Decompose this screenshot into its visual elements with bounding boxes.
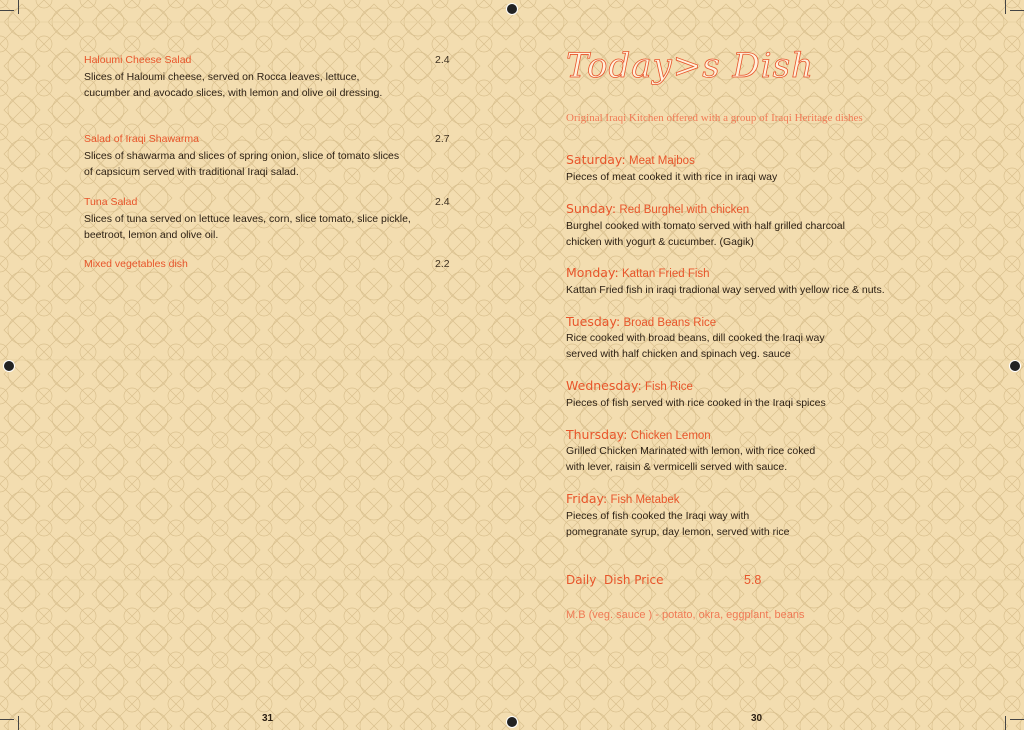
day-label: Thursday: — [566, 427, 628, 442]
day-dish: Kattan Fried Fish — [622, 268, 710, 280]
day-desc: Pieces of fish served with rice cooked in the Iraqi spices — [566, 397, 826, 409]
menu-item-name: Haloumi Cheese Salad — [84, 54, 192, 66]
menu-item-name: Tuna Salad — [84, 196, 138, 208]
day-label: Friday: — [566, 491, 608, 506]
crop-mark — [0, 10, 14, 11]
day-heading — [566, 314, 716, 329]
menu-item-desc: Slices of Haloumi cheese, served on Rocca leaves, lettuce, cucumber and avocado slices, with lemon and olive oil dressing. — [84, 71, 383, 99]
day-desc: Burghel cooked with tomato served with half grilled charcoal chicken with yogurt & cucumber. (Gagik) — [566, 220, 845, 248]
day-label: Wednesday: — [566, 378, 642, 393]
day-desc: Pieces of fish cooked the Iraqi way with pomegranate syrup, day lemon, served with rice — [566, 510, 790, 538]
menu-item-name: Salad of Iraqi Shawarma — [84, 133, 199, 145]
crop-mark — [1005, 716, 1006, 730]
registration-mark-right — [1009, 360, 1021, 372]
page-number-right: 30 — [751, 713, 763, 724]
crop-mark — [18, 716, 19, 730]
registration-mark-left — [3, 360, 15, 372]
crop-mark — [1010, 719, 1024, 720]
menu-item-desc: Slices of shawarma and slices of spring onion, slice of tomato slices of capsicum served with traditional Iraqi salad. — [84, 150, 400, 178]
menu-item-price: 2.7 — [435, 133, 450, 145]
day-desc: Pieces of meat cooked it with rice in iraqi way — [566, 171, 778, 183]
page-number-left: 31 — [262, 713, 274, 724]
day-heading — [566, 491, 680, 506]
day-label: Monday: — [566, 265, 619, 280]
day-heading — [566, 201, 749, 216]
day-label: Saturday: — [566, 152, 626, 167]
day-heading — [566, 265, 710, 280]
page-subtitle: Original Iraqi Kitchen offered with a group of Iraqi Heritage dishes — [566, 112, 863, 124]
day-dish: Fish Metabek — [610, 494, 680, 506]
menu-item-price: 2.4 — [435, 54, 450, 66]
registration-mark-bottom — [506, 716, 518, 728]
sauce-note: M.B (veg. sauce ) - potato, okra, eggplant, beans — [566, 609, 805, 621]
daily-price: 5.8 — [744, 573, 762, 587]
menu-item-price: 2.2 — [435, 258, 450, 270]
day-dish: Red Burghel with chicken — [619, 204, 750, 216]
day-heading — [566, 427, 711, 442]
menu-item-desc: Slices of tuna served on lettuce leaves, corn, slice tomato, slice pickle, beetroot, lemon and olive oil. — [84, 213, 411, 241]
day-heading — [566, 378, 693, 393]
day-dish: Fish Rice — [645, 381, 693, 393]
day-desc: Kattan Fried fish in iraqi tradional way served with yellow rice & nuts. — [566, 284, 885, 296]
day-dish: Chicken Lemon — [630, 430, 711, 442]
day-desc: Grilled Chicken Marinated with lemon, with rice coked with lever, raisin & vermicelli served with sauce. — [566, 445, 816, 473]
day-desc: Rice cooked with broad beans, dill cooked the Iraqi way served with half chicken and spinach veg. sauce — [566, 332, 825, 360]
day-label: Sunday: — [566, 201, 617, 216]
crop-mark — [18, 0, 19, 14]
day-heading — [566, 152, 695, 167]
crop-mark — [1005, 0, 1006, 14]
day-dish: Meat Majbos — [628, 155, 695, 167]
daily-price-label: Daily Dish Price — [566, 573, 664, 587]
menu-item-name: Mixed vegetables dish — [84, 258, 188, 270]
page-title: Today>s Dish — [566, 46, 814, 86]
crop-mark — [0, 719, 14, 720]
day-label: Tuesday: — [566, 314, 621, 329]
menu-item-price: 2.4 — [435, 196, 450, 208]
registration-mark-top — [506, 3, 518, 15]
crop-mark — [1010, 10, 1024, 11]
day-dish: Broad Beans Rice — [623, 317, 717, 329]
